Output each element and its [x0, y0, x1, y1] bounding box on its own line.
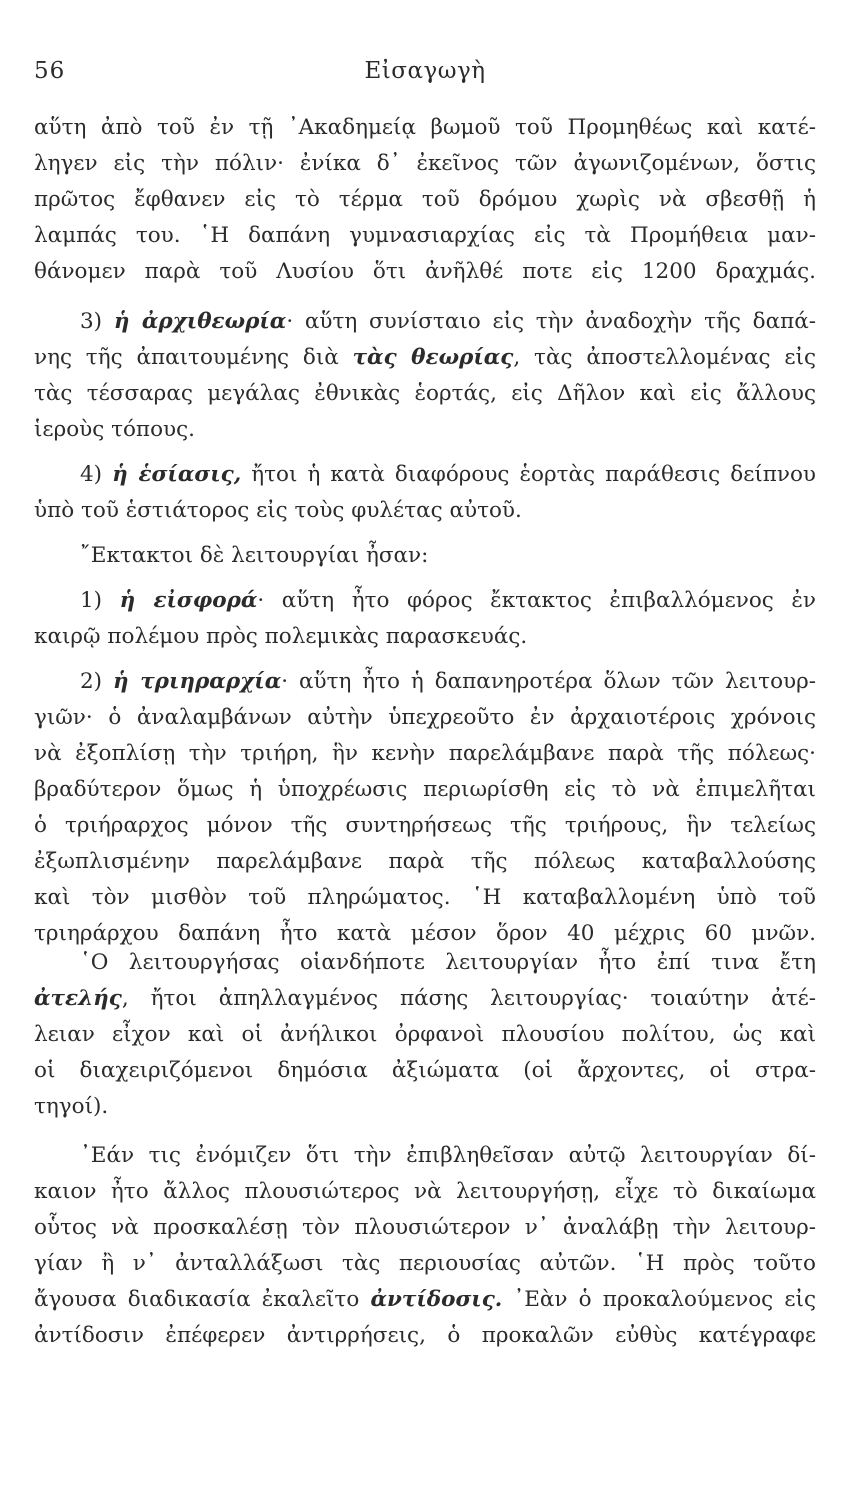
text-line: [34, 1091, 816, 1123]
text-run: αὕτη ἀπὸ τοῦ ἐν τῇ ᾿Ακαδημείᾳ βωμοῦ τοῦ Προμηθέως καὶ κατέ-: [34, 115, 816, 140]
text-run: ᾿Εὰν ὁ προκαλούμενος εἰς: [502, 1287, 816, 1312]
text-line: [34, 112, 816, 144]
text-run: · αὕτη ἦτο φόρος ἔκτακτος ἐπιβαλλόμενος ἐν: [257, 588, 816, 613]
text-line: [34, 1284, 816, 1316]
page-number: 56: [34, 58, 66, 84]
text-run: ἱεροὺς τόπους.: [34, 417, 195, 442]
text-line: [34, 882, 816, 914]
text-run: καιον ἦτο ἄλλος πλουσιώτερος νὰ λειτουργήσῃ, εἶχε τὸ δικαίωμα: [34, 1179, 816, 1204]
text-run: 2): [80, 669, 113, 694]
text-run: 3): [80, 309, 114, 334]
text-run: βραδύτερον ὅμως ἡ ὑποχρέωσις περιωρίσθη εἰς τὸ νὰ ἐπιμελῆται: [34, 777, 816, 802]
emphasized-term: ἡ εἰσφορά: [119, 588, 258, 613]
text-run: τριηράρχου δαπάνη ἦτο κατὰ μέσον ὅρον 40 μέχρις 60 μνῶν.: [34, 921, 816, 946]
text-run: νης τῆς ἀπαιτουμένης διὰ: [34, 345, 353, 370]
text-line: [34, 220, 816, 252]
text-line: [34, 414, 816, 446]
text-run: οὗτος νὰ προσκαλέσῃ τὸν πλουσιώτερον ν᾿ ἀναλάβῃ τὴν λειτουρ-: [34, 1215, 816, 1240]
text-run: λειαν εἶχον καὶ οἱ ἀνήλικοι ὀρφανοὶ πλουσίου πολίτου, ὡς καὶ: [34, 1022, 816, 1047]
text-line: [34, 1248, 816, 1280]
text-line: [80, 1140, 816, 1172]
emphasized-term: τὰς θεωρίας: [352, 345, 514, 370]
emphasized-term: ἀντίδοσις.: [370, 1287, 503, 1312]
text-run: ἀντίδοσιν ἐπέφερεν ἀντιρρήσεις, ὁ προκαλῶν εὐθὺς κατέγραφε: [34, 1323, 816, 1348]
text-run: 1): [80, 588, 120, 613]
text-line: [80, 459, 816, 491]
text-run: τηγοί).: [34, 1094, 109, 1119]
text-line: [34, 148, 816, 180]
text-line: [34, 256, 816, 288]
text-run: ᾿Εάν τις ἐνόμιζεν ὅτι τὴν ἐπιβληθεῖσαν αὐτῷ λειτουργίαν δί-: [80, 1143, 816, 1168]
text-line: [80, 585, 816, 617]
text-run: λαμπάς του. ῾Η δαπάνη γυμνασιαρχίας εἰς τὰ Προμήθεια μαν-: [34, 223, 816, 248]
text-line: [34, 184, 816, 216]
text-run: ληγεν εἰς τὴν πόλιν· ἐνίκα δ᾿ ἐκεῖνος τῶν ἀγωνιζομένων, ὅστις: [34, 151, 816, 176]
text-run: πρῶτος ἔφθανεν εἰς τὸ τέρμα τοῦ δρόμου χωρὶς νὰ σβεσθῇ ἡ: [34, 187, 816, 212]
text-line: [80, 540, 816, 572]
text-run: ἄγουσα διαδικασία ἐκαλεῖτο: [34, 1287, 371, 1312]
text-run: · αὕτη ἦτο ἡ δαπανηροτέρα ὅλων τῶν λειτουρ-: [281, 669, 816, 694]
emphasized-term: ἡ ἀρχιθεωρία: [113, 309, 287, 334]
text-line: [80, 666, 816, 698]
text-run: · αὕτη συνίσταιο εἰς τὴν ἀναδοχὴν τῆς δαπά-: [286, 309, 816, 334]
page-header: [34, 58, 816, 92]
text-run: καιρῷ πολέμου πρὸς πολεμικὰς παρασκευάς.: [34, 624, 528, 649]
text-line: [34, 378, 816, 410]
text-line: [34, 846, 816, 878]
text-line: [34, 621, 816, 653]
emphasized-term: ἡ τριηραρχία: [113, 669, 282, 694]
text-line: [34, 918, 816, 950]
text-line: [34, 1019, 816, 1051]
text-run: τὰς τέσσαρας μεγάλας ἐθνικὰς ἑορτάς, εἰς Δῆλον καὶ εἰς ἄλλους: [34, 381, 816, 406]
text-line: [34, 342, 816, 374]
text-line: [34, 1212, 816, 1244]
text-line: [34, 738, 816, 770]
text-run: 4): [80, 462, 113, 487]
running-title: Εἰσαγωγὴ: [364, 58, 486, 84]
text-run: θάνομεν παρὰ τοῦ Λυσίου ὅτι ἀνῆλθέ ποτε εἰς 1200 δραχμάς.: [34, 259, 816, 284]
text-run: ῎Εκτακτοι δὲ λειτουργίαι ἦσαν:: [80, 543, 429, 568]
emphasized-term: ἡ ἑσίασις,: [112, 462, 242, 487]
text-line: [34, 810, 816, 842]
text-run: , τὰς ἀποστελλομένας εἰς: [513, 345, 816, 370]
text-line: [34, 983, 816, 1015]
text-run: ἤτοι ἡ κατὰ διαφόρους ἑορτὰς παράθεσις δείπνου: [241, 462, 816, 487]
text-line: [34, 1320, 816, 1352]
text-line: [34, 1176, 816, 1208]
text-run: γιῶν· ὁ ἀναλαμβάνων αὐτὴν ὑπεχρεοῦτο ἐν ἀρχαιοτέροις χρόνοις: [34, 705, 816, 730]
text-run: , ἤτοι ἀπηλλαγμένος πάσης λειτουργίας· τοιαύτην ἀτέ-: [121, 986, 816, 1011]
text-run: γίαν ἢ ν᾿ ἀνταλλάξωσι τὰς περιουσίας αὐτῶν. ῾Η πρὸς τοῦτο: [34, 1251, 816, 1276]
text-run: νὰ ἐξοπλίσῃ τὴν τριήρη, ἣν κενὴν παρελάμβανε παρὰ τῆς πόλεως·: [34, 741, 816, 766]
text-line: [34, 774, 816, 806]
text-line: [34, 495, 816, 527]
text-run: ῾Ο λειτουργήσας οἱανδήποτε λειτουργίαν ἦτο ἐπί τινα ἔτη: [80, 950, 816, 975]
text-run: ὑπὸ τοῦ ἑστιάτορος εἰς τοὺς φυλέτας αὐτοῦ.: [34, 498, 522, 523]
text-line: [34, 1055, 816, 1087]
text-run: καὶ τὸν μισθὸν τοῦ πληρώματος. ῾Η καταβαλλομένη ὑπὸ τοῦ: [34, 885, 816, 910]
text-line: [80, 306, 816, 338]
emphasized-term: ἀτελής: [34, 986, 122, 1011]
text-run: ὁ τριήραρχος μόνον τῆς συντηρήσεως τῆς τριήρους, ἣν τελείως: [34, 813, 816, 838]
text-line: [80, 947, 816, 979]
text-line: [34, 702, 816, 734]
text-run: ἐξωπλισμένην παρελάμβανε παρὰ τῆς πόλεως καταβαλλούσης: [34, 849, 816, 874]
text-run: οἱ διαχειριζόμενοι δημόσια ἀξιώματα (οἱ ἄρχοντες, οἱ στρα-: [34, 1058, 816, 1083]
